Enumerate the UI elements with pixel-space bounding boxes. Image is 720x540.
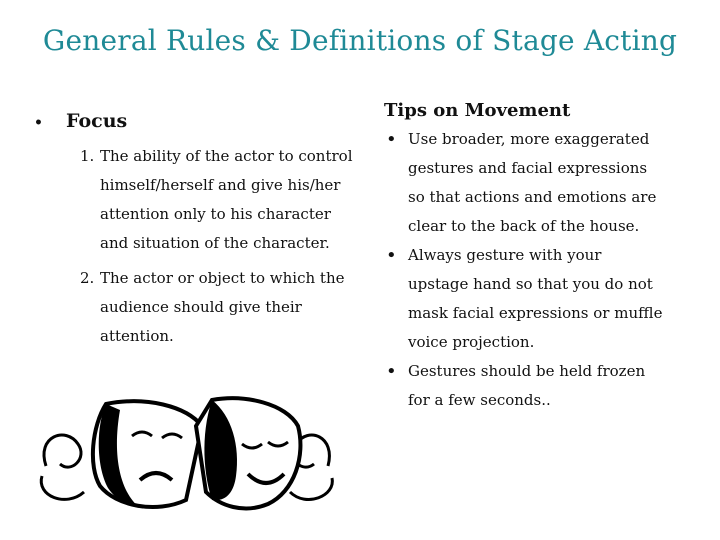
focus-definition xyxy=(34,142,354,258)
focus-heading-label: Focus xyxy=(66,110,128,132)
focus-definition xyxy=(34,264,354,351)
movement-heading: Tips on Movement xyxy=(384,100,571,121)
definition-number: 2. xyxy=(80,269,95,287)
movement-tip xyxy=(384,357,664,415)
movement-tip xyxy=(384,241,664,357)
focus-heading xyxy=(34,110,354,132)
definition-text: The actor or object to which the audience should give their attention. xyxy=(100,269,345,345)
slide-title: General Rules & Definitions of Stage Acting xyxy=(42,24,678,57)
tip-text: Always gesture with your upstage hand so that you do not mask facial expressions or muffle voice projection. xyxy=(408,246,663,351)
theater-masks-icon xyxy=(36,396,336,514)
movement-section xyxy=(384,100,664,415)
bullet-icon: • xyxy=(386,245,397,266)
tip-text: Gestures should be held frozen for a few seconds.. xyxy=(408,362,646,409)
definition-number: 1. xyxy=(80,147,95,165)
focus-definition-list xyxy=(34,142,354,351)
movement-tip xyxy=(384,125,664,241)
bullet-icon: • xyxy=(386,129,397,150)
bullet-icon: • xyxy=(34,115,43,131)
definition-text: The ability of the actor to control himself/herself and give his/her attention only to his character and situation of the character. xyxy=(100,147,353,252)
movement-tip-list xyxy=(384,125,664,415)
tip-text: Use broader, more exaggerated gestures and facial expressions so that actions and emotions are clear to the back of the house. xyxy=(408,130,657,235)
focus-section xyxy=(34,110,354,357)
bullet-icon: • xyxy=(386,361,397,382)
